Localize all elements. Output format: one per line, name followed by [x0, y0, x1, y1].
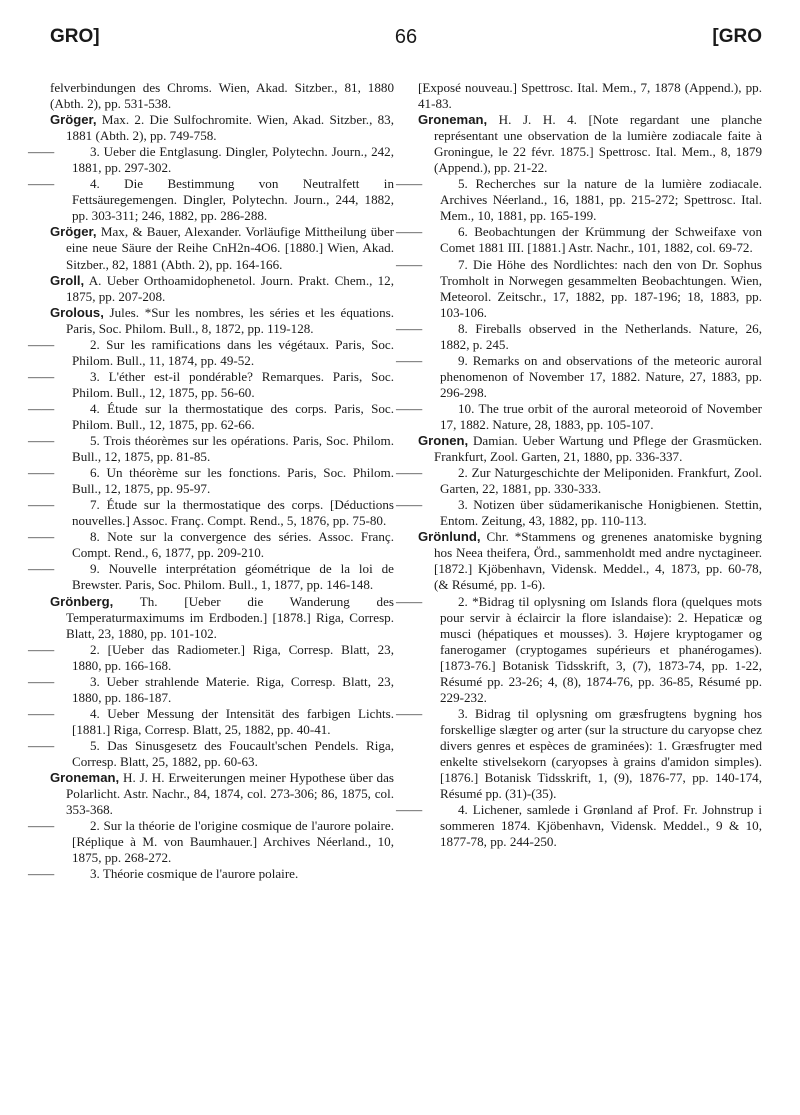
entry-text: 6. Beobachtungen der Krümmung der Schweifaxe von Comet 1881 III. [1881.] Astr. Nachr., 101, 1882, col. 69-72.	[440, 224, 762, 256]
entry-text: felverbindungen des Chroms. Wien, Akad. Sitzber., 81, 1880 (Abth. 2), pp. 531-538.	[50, 80, 394, 112]
entry-text: 2. [Ueber das Radiometer.] Riga, Corresp. Blatt, 23, 1880, pp. 166-168.	[72, 641, 394, 673]
ditto-dash: ——	[396, 320, 423, 336]
sub-entry	[396, 465, 762, 497]
author-name: Gronen,	[418, 433, 469, 449]
author-entry	[418, 433, 762, 465]
entry-text: 4. Ueber Messung der Intensität des farbigen Lichts. [1881.] Riga, Corresp. Blatt, 25, 1882, pp. 40-41.	[72, 705, 394, 737]
entry-text: 10. The true orbit of the auroral meteoroid of November 17, 1882. Nature, 28, 1883, pp. 105-107.	[440, 400, 762, 432]
entry-text: Max. 2. Die Sulfochromite. Wien, Akad. Sitzber., 83, 1881 (Abth. 2), pp. 749-758.	[66, 112, 394, 144]
ditto-dash: ——	[396, 224, 423, 240]
running-header	[50, 26, 762, 56]
sub-entry	[28, 368, 394, 401]
sub-entry	[396, 320, 762, 353]
author-name: Groll,	[50, 272, 85, 288]
entry-text: 5. Trois théorèmes sur les opérations. Paris, Soc. Philom. Bull., 12, 1875, pp. 81-85.	[72, 433, 394, 465]
entry-text: 3. Bidrag til oplysning om græsfrugtens bygning hos forskellige slægter og arter (sur la structure du caryopse chez divers genres et espèces de graminées): 1. Græsfrugter med enkelte stivelsekorn (caryopses à grains d'amidon simples). [1876.] Botanisk Tidsskrift, 1, (9), 1876-77, pp. 140-174, Résumé pp. (31)-(35).	[440, 705, 762, 802]
ditto-dash: ——	[396, 176, 423, 192]
ditto-dash: ——	[28, 433, 55, 449]
ditto-dash: ——	[28, 818, 55, 834]
sub-entry	[28, 465, 394, 497]
ditto-dash: ——	[396, 400, 423, 416]
ditto-dash: ——	[28, 673, 55, 689]
author-entry	[418, 112, 762, 176]
sub-entry	[28, 400, 394, 433]
author-name: Gröger,	[50, 112, 97, 128]
ditto-dash: ——	[28, 529, 55, 545]
entry-continuation	[418, 80, 762, 112]
entry-text: 2. *Bidrag til oplysning om Islands flora (quelques mots pour servir à éclaircir la flore islandaise): 2. Hepaticæ og musci (hépatiques et mousses). 3. Højere kryptogamer og fanerogamer (cryptogames supérieurs et phanérogames). [1873-76.] Botanisk Tidsskrift, 3, (7), 1873-74, pp. 1-22, Résumé pp. 23-26; 4, (8), 1874-76, pp. 36-85, Résumé pp. 229-232.	[440, 593, 762, 705]
entry-text: 3. L'éther est-il pondérable? Remarques. Paris, Soc. Philom. Bull., 12, 1875, pp. 56-60.	[72, 368, 394, 400]
entry-text: H. J. H. Erweiterungen meiner Hypothese über das Polarlicht. Astr. Nachr., 84, 1874, col. 273-306; 86, 1875, col. 353-368.	[66, 770, 394, 818]
entry-text: 3. Notizen über südamerikanische Honigbienen. Stettin, Entom. Zeitung, 43, 1882, pp. 110-113.	[440, 497, 762, 529]
ditto-dash: ——	[28, 497, 55, 513]
entry-text: Damian. Ueber Wartung und Pflege der Grasmücken. Frankfurt, Zool. Garten, 21, 1880, pp. 336-337.	[434, 433, 762, 465]
columns	[28, 80, 762, 882]
entry-text: 7. Étude sur la thermostatique des corps. [Déductions nouvelles.] Assoc. Franç. Compt. Rend., 5, 1876, pp. 75-80.	[72, 497, 394, 529]
entry-text: 9. Remarks on and observations of the meteoric auroral phenomenon of November 17, 1882. Nature, 27, 1883, pp. 296-298.	[440, 352, 762, 400]
sub-entry	[28, 336, 394, 369]
ditto-dash: ——	[28, 400, 55, 416]
ditto-dash: ——	[396, 352, 423, 368]
entry-text: 3. Ueber strahlende Materie. Riga, Corresp. Blatt, 23, 1880, pp. 186-187.	[72, 673, 394, 705]
sub-entry	[396, 352, 762, 401]
ditto-dash: ——	[28, 368, 55, 384]
entry-text: Jules. *Sur les nombres, les séries et les équations. Paris, Soc. Philom. Bull., 8, 1872, pp. 119-128.	[66, 304, 394, 336]
author-entry	[50, 305, 394, 337]
author-name: Groneman,	[418, 112, 488, 128]
author-name: Grönlund,	[418, 529, 481, 545]
sub-entry	[28, 529, 394, 561]
entry-text: 2. Zur Naturgeschichte der Meliponiden. Frankfurt, Zool. Garten, 22, 1881, pp. 330-333.	[440, 465, 762, 497]
ditto-dash: ——	[396, 497, 423, 513]
entry-text: 4. Étude sur la thermostatique des corps. Paris, Soc. Philom. Bull., 12, 1875, pp. 62-66.	[72, 400, 394, 432]
page-number: 66	[394, 26, 418, 48]
author-entry	[50, 770, 394, 818]
sub-entry	[396, 400, 762, 433]
author-entry	[50, 594, 394, 642]
entry-text: A. Ueber Orthoamidophenetol. Journ. Prakt. Chem., 12, 1875, pp. 207-208.	[66, 272, 394, 304]
sub-entry	[28, 673, 394, 706]
sub-entry	[28, 497, 394, 529]
author-name: Gröger,	[50, 224, 97, 240]
ditto-dash: ——	[28, 465, 55, 481]
sub-entry	[396, 256, 762, 321]
sub-entry	[28, 433, 394, 465]
author-entry	[50, 224, 394, 272]
ditto-dash: ——	[28, 866, 55, 882]
author-entry	[418, 529, 762, 593]
entry-continuation	[50, 80, 394, 112]
ditto-dash: ——	[28, 144, 55, 160]
sub-entry	[28, 866, 394, 882]
entry-text: 8. Fireballs observed in the Netherlands. Nature, 26, 1882, p. 245.	[440, 320, 762, 352]
author-name: Grönberg,	[50, 593, 114, 609]
sub-entry	[28, 561, 394, 593]
entry-text: 4. Die Bestimmung von Neutralfett in Fettsäuregemengen. Dingler, Polytechn. Journ., 244, 1882, pp. 303-311; 246, 1882, pp. 286-288.	[72, 176, 394, 224]
ditto-dash: ——	[396, 465, 423, 481]
entry-text: 3. Théorie cosmique de l'aurore polaire.	[90, 866, 299, 882]
ditto-dash: ——	[28, 641, 55, 657]
entry-text: 7. Die Höhe des Nordlichtes: nach den von Dr. Sophus Tromholt in Norwegen gesammelten Beobachtungen. Wien, Meteorol. Zeitschr., 17, 1882, pp. 187-196; 18, 1883, pp. 103-106.	[440, 256, 762, 320]
sub-entry	[396, 705, 762, 802]
ditto-dash: ——	[396, 593, 423, 609]
sub-entry	[28, 818, 394, 866]
sub-entry	[28, 737, 394, 770]
entry-text: Chr. *Stammens og grenenes anatomiske bygning hos Neea theifera, Örd., sammenholdt med andre nyctagineer. [1872.] Kjöbenhavn, Vidensk. Meddel., 4, 1873, pp. 60-78, (& Résumé, pp. 1-6).	[434, 529, 762, 593]
sub-entry	[28, 641, 394, 674]
entry-text: [Exposé nouveau.] Spettrosc. Ital. Mem., 7, 1878 (Append.), pp. 41-83.	[418, 80, 762, 112]
header-right: [GRO	[712, 26, 762, 47]
entry-text: Th. [Ueber die Wanderung des Temperaturmaximums im Erdboden.] [1878.] Riga, Corresp. Blatt, 23, 1880, pp. 101-102.	[66, 593, 394, 641]
entry-text: 6. Un théorème sur les fonctions. Paris, Soc. Philom. Bull., 12, 1875, pp. 95-97.	[72, 465, 394, 497]
sub-entry	[28, 176, 394, 224]
entry-text: 8. Note sur la convergence des séries. Assoc. Franç. Compt. Rend., 6, 1877, pp. 209-210.	[72, 529, 394, 561]
ditto-dash: ——	[28, 561, 55, 577]
ditto-dash: ——	[28, 336, 55, 352]
left-column	[28, 80, 394, 882]
ditto-dash: ——	[28, 176, 55, 192]
ditto-dash: ——	[396, 802, 423, 818]
ditto-dash: ——	[28, 705, 55, 721]
entry-text: 9. Nouvelle interprétation géométrique de la loi de Brewster. Paris, Soc. Philom. Bull., 1, 1877, pp. 146-148.	[72, 561, 394, 593]
right-column	[396, 80, 762, 882]
ditto-dash: ——	[396, 705, 423, 721]
author-name: Groneman,	[50, 770, 120, 786]
ditto-dash: ——	[396, 256, 423, 272]
entry-text: 2. Sur la théorie de l'origine cosmique de l'aurore polaire. [Réplique à M. von Baumhauer.] Archives Néerland., 10, 1875, pp. 268-272.	[72, 818, 394, 866]
sub-entry	[396, 176, 762, 224]
sub-entry	[396, 802, 762, 850]
author-entry	[50, 112, 394, 144]
entry-text: 5. Das Sinusgesetz des Foucault'schen Pendels. Riga, Corresp. Blatt, 25, 1882, pp. 60-63.	[72, 737, 394, 769]
entry-text: 3. Ueber die Entglasung. Dingler, Polytechn. Journ., 242, 1881, pp. 297-302.	[72, 144, 394, 176]
entry-text: 4. Lichener, samlede i Grønland af Prof. Fr. Johnstrup i sommeren 1874. Kjöbenhavn, Vidensk. Meddel., 9 & 10, 1877-78, pp. 244-250.	[440, 802, 762, 850]
header-left: GRO]	[50, 26, 100, 47]
entry-text: 2. Sur les ramifications dans les végétaux. Paris, Soc. Philom. Bull., 11, 1874, pp. 49-52.	[72, 336, 394, 368]
author-entry	[50, 273, 394, 305]
sub-entry	[396, 593, 762, 706]
entry-text: H. J. H. 4. [Note regardant une planche représentant une observation de la lumière zodiacale faite à Groningue, le 22 févr. 1875.] Spettrosc. Ital. Mem., 8, 1879 (Append.), pp. 21-22.	[434, 112, 762, 176]
sub-entry	[28, 705, 394, 738]
entry-text: 5. Recherches sur la nature de la lumière zodiacale. Archives Néerland., 16, 1881, pp. 215-272; Spettrosc. Ital. Mem., 10, 1881, pp. 165-199.	[440, 176, 762, 224]
entry-text: Max, & Bauer, Alexander. Vorläufige Mittheilung über eine neue Säure der Reihe CnH2n-4O6. [1880.] Wien, Akad. Sitzber., 82, 1881 (Abth. 2), pp. 164-166.	[66, 224, 394, 272]
author-name: Grolous,	[50, 304, 104, 320]
sub-entry	[28, 144, 394, 176]
sub-entry	[396, 497, 762, 529]
sub-entry	[396, 224, 762, 256]
ditto-dash: ——	[28, 737, 55, 753]
